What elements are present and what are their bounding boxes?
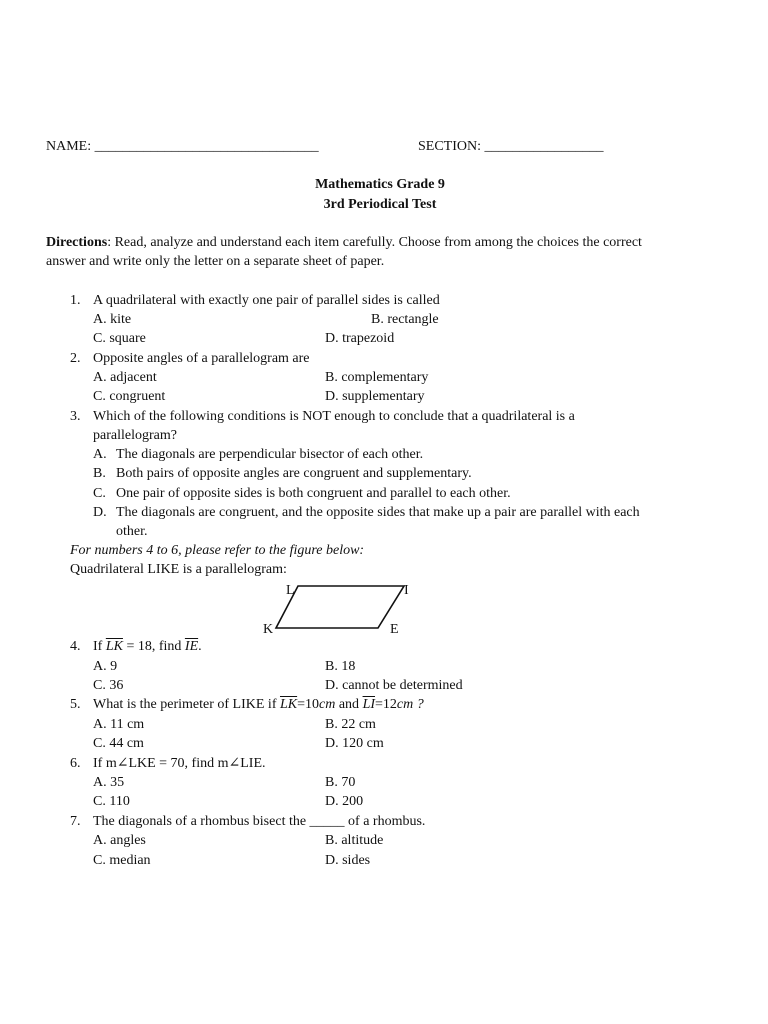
question-text: A quadrilateral with exactly one pair of parallel sides is called [93,293,440,308]
choice-c-letter: C. [93,486,106,501]
name-field-label: NAME: ________________________________ [46,139,319,154]
directions-text: : Read, analyze and understand each item carefully. Choose from among the choices the correct [107,235,642,250]
segment-li: $\overline{LI}$ [362,697,376,712]
choice-a: A. kite [93,312,132,327]
choice-d-letter: D. [93,505,107,520]
choice-a-text: The diagonals are perpendicular bisector of each other. [116,447,424,462]
question-text [93,638,202,656]
vertex-label-k: K [263,622,274,637]
choice-d-text: The diagonals are congruent, and the opposite sides that make up a pair are parallel with each [116,505,640,520]
question-text: Opposite angles of a parallelogram are [93,351,310,366]
question-text: The diagonals of a rhombus bisect the _____ of a rhombus. [93,814,426,829]
choice-d: D. 200 [325,794,364,809]
choice-d: D. 120 cm [325,736,384,751]
question-number: 5. [70,697,81,712]
question-text-line-2: parallelogram? [93,428,177,443]
text-part: = 18, find [122,639,185,654]
choice-a: A. angles [93,833,146,848]
question-text: If m∠LKE = 70, find m∠LIE. [93,756,266,771]
question-number: 1. [70,293,81,308]
question-text [93,696,424,714]
parallelogram-figure [258,580,418,640]
choice-b: B. rectangle [371,312,439,327]
choice-a: A. 9 [93,659,118,674]
choice-b: B. complementary [325,370,429,385]
choice-b-letter: B. [93,466,106,481]
choice-d: D. trapezoid [325,331,395,346]
choice-b-text: Both pairs of opposite angles are congruent and supplementary. [116,466,472,481]
question-number: 6. [70,756,81,771]
figure-note: For numbers 4 to 6, please refer to the figure below: [70,543,365,558]
text-part: . [198,639,202,654]
choice-c: C. 36 [93,678,124,693]
choice-c: C. square [93,331,146,346]
segment-lk: $\overline{LK}$ [105,639,123,654]
question-number: 2. [70,351,81,366]
choice-b: B. 70 [325,775,356,790]
question-number: 3. [70,409,81,424]
choice-a: A. 11 cm [93,717,145,732]
choice-a: A. adjacent [93,370,157,385]
text-part: If [93,639,106,654]
choice-d: D. sides [325,853,371,868]
vertex-label-e: E [390,622,399,637]
choice-b: B. 18 [325,659,356,674]
choice-a-letter: A. [93,447,107,462]
vertex-label-i: I [404,583,409,598]
segment-ie: $\overline{IE}$ [184,639,199,654]
choice-d: D. cannot be determined [325,678,463,693]
test-title: Mathematics Grade 9 [315,177,445,192]
text-part: and [335,697,363,712]
value-part: =10 [297,697,320,712]
directions-line-2: answer and write only the letter on a separate sheet of paper. [46,254,385,269]
choice-c: C. 110 [93,794,130,809]
choice-d: D. supplementary [325,389,425,404]
text-part: What is the perimeter of LIKE if [93,697,280,712]
directions-label: Directions [46,235,108,250]
vertex-label-l: L [286,583,295,598]
test-subtitle: 3rd Periodical Test [323,197,437,212]
question-text-line-1: Which of the following conditions is NOT enough to conclude that a quadrilateral is a [93,409,575,424]
choice-c: C. congruent [93,389,166,404]
choice-b: B. altitude [325,833,384,848]
value-part: =12 [375,697,397,712]
parallelogram-shape [276,586,404,628]
question-number: 7. [70,814,81,829]
directions-line-1 [46,234,642,252]
question-number: 4. [70,639,81,654]
choice-c-text: One pair of opposite sides is both congruent and parallel to each other. [116,486,511,501]
figure-caption: Quadrilateral LIKE is a parallelogram: [70,562,287,577]
choice-c: C. 44 cm [93,736,144,751]
segment-lk: $\overline{LK}$ [279,697,298,712]
choice-d-text-line-2: other. [116,524,148,539]
unit-part: cm ? [396,697,424,712]
section-field-label: SECTION: _________________ [418,139,604,154]
choice-a: A. 35 [93,775,125,790]
choice-c: C. median [93,853,151,868]
choice-b: B. 22 cm [325,717,376,732]
unit-part: cm [319,697,336,712]
